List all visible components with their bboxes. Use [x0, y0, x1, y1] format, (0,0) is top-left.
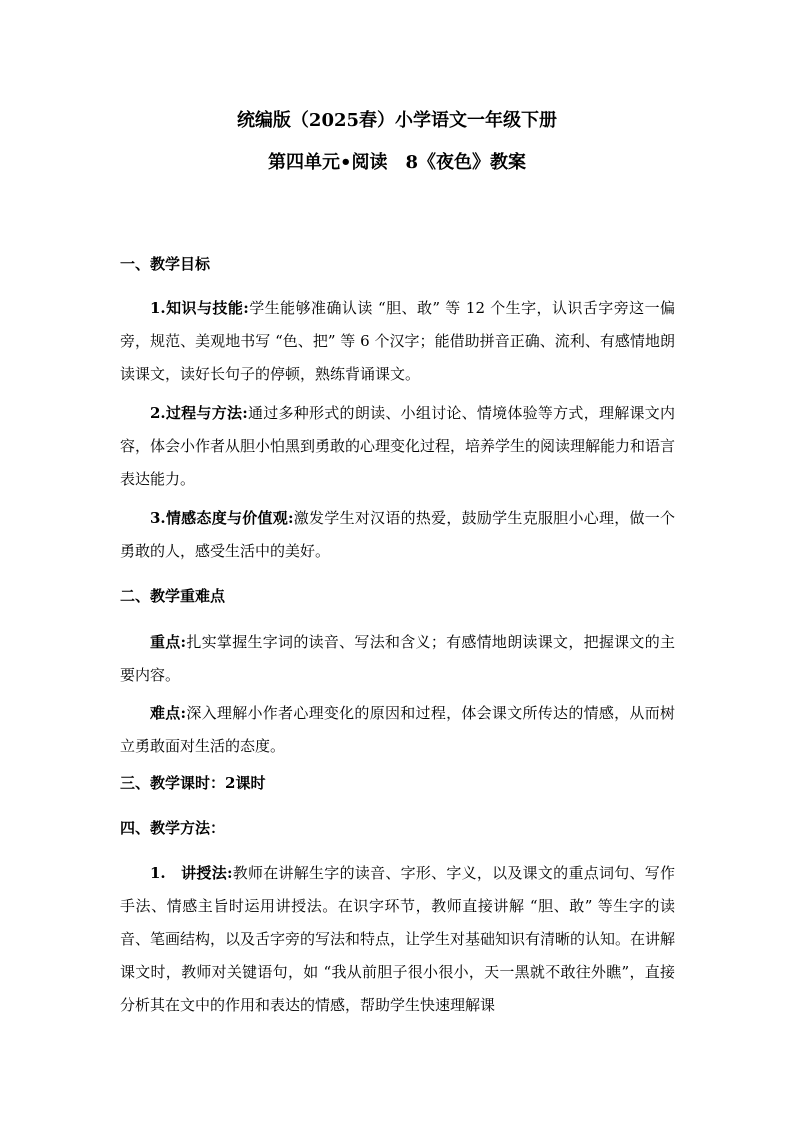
section-heading-goals: 一、教学目标	[120, 255, 211, 273]
keypoint-text: 深入理解小作者心理变化的原因和过程，体会课文所传达的情感，从而树立勇敢面对生活的态度。	[120, 704, 675, 755]
method-paragraph-lecture	[120, 857, 675, 1022]
section-heading-keypoints: 二、教学重难点	[120, 587, 226, 605]
method-label: 1. 讲授法:	[150, 864, 233, 882]
goal-label: 1.知识与技能:	[150, 299, 249, 317]
goal-paragraph-emotion	[120, 502, 675, 568]
method-text: 教师在讲解生字的读音、字形、字义，以及课文的重点词句、写作手法、情感主旨时运用讲授法。在识字环节，教师直接讲解 “胆、敢” 等生字的读音、笔画结构，以及舌字旁的写法和特点，让学生对基础知识有清晰的认知。在讲解课文时，教师对关键语句，如 “我从前胆子很小很小，天一黑就不敢往外瞧”，直接分析其在文中的作用和表达的情感，帮助学生快速理解课	[120, 864, 676, 1014]
keypoint-paragraph-difficulty	[120, 697, 675, 763]
document-subtitle: 第四单元•阅读 8《夜色》教案	[267, 152, 527, 173]
keypoint-label: 难点:	[150, 704, 187, 722]
keypoint-paragraph-focus	[120, 626, 675, 692]
keypoint-text: 扎实掌握生字词的读音、写法和含义；有感情地朗读课文，把握课文的主要内容。	[120, 633, 675, 684]
goal-text: 学生能够准确认读 “胆、敢” 等 12 个生字，认识舌字旁这一偏旁，规范、美观地书写 “色、把” 等 6 个汉字；能借助拼音正确、流利、有感情地朗读课文，读好长句子的停顿，熟练背诵课文。	[120, 299, 676, 383]
goal-label: 2.过程与方法:	[150, 404, 248, 422]
keypoint-label: 重点:	[150, 633, 187, 651]
goal-paragraph-process	[120, 397, 675, 496]
goal-text: 激发学生对汉语的热爱，鼓励学生克服胆小心理，做一个勇敢的人，感受生活中的美好。	[120, 509, 675, 560]
goal-paragraph-knowledge	[120, 292, 675, 391]
section-heading-lessons: 三、教学课时：2课时	[120, 774, 266, 792]
goal-label: 3.情感态度与价值观:	[150, 509, 294, 527]
section-heading-methods: 四、教学方法：	[120, 819, 226, 837]
document-title: 统编版（2025春）小学语文一年级下册	[236, 110, 558, 131]
goal-text: 通过多种形式的朗读、小组讨论、情境体验等方式，理解课文内容，体会小作者从胆小怕黑到勇敢的心理变化过程，培养学生的阅读理解能力和语言表达能力。	[120, 404, 676, 488]
